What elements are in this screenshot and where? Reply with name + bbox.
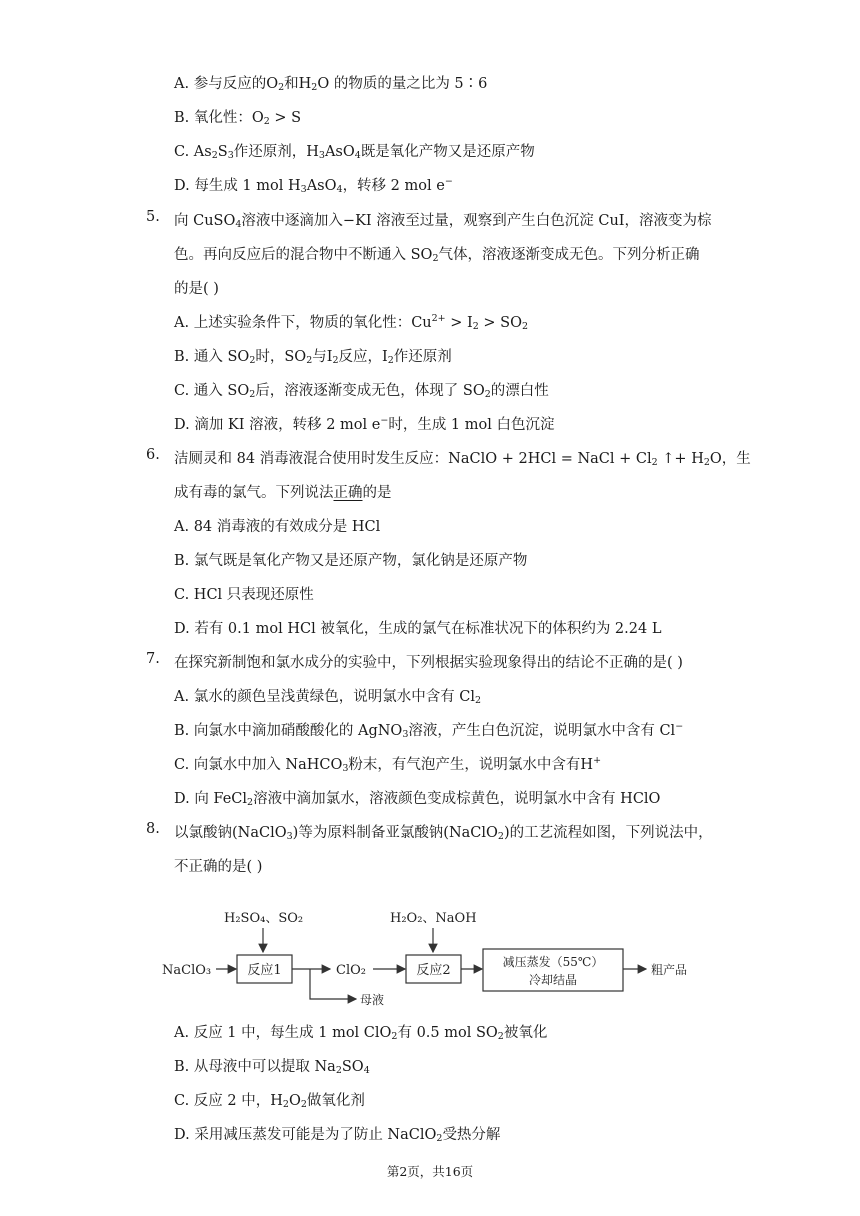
q8-option-c	[174, 1089, 365, 1110]
page-footer: 第2页，共16页	[386, 1164, 474, 1179]
text-segment: 气体，溶液逐渐变成无色。下列分析正确	[438, 247, 700, 263]
evaporation-label-2: 冷却结晶	[528, 973, 578, 987]
q8-stem-line2: 不正确的是( )	[174, 859, 263, 875]
text-segment: AsO	[324, 144, 355, 160]
text-segment: D. 采用减压蒸发可能是为了防止 NaClO	[174, 1127, 437, 1143]
subscript: 3	[286, 831, 293, 842]
text-segment: )的工艺流程如图，下列说法中，	[503, 825, 713, 841]
subscript: 2	[335, 1065, 342, 1076]
reagent1-label: H₂SO₄、SO₂	[224, 911, 304, 926]
q5-option-c	[174, 379, 549, 400]
subscript: 2	[332, 355, 339, 366]
text-segment: 溶液中滴加氯水，溶液颜色变成棕黄色，说明氯水中含有 HClO	[253, 791, 661, 807]
q6-stem-line2	[174, 481, 392, 502]
q8-option-b	[174, 1055, 370, 1076]
text-segment: 反应，I	[338, 349, 388, 365]
text-segment: 色。再向反应后的混合物中不断通入 SO	[174, 247, 433, 263]
subscript: 2	[263, 116, 270, 127]
q4-option-b	[174, 106, 301, 127]
text-segment: > S	[269, 110, 302, 126]
text-segment: ，转移 2 mol e	[342, 178, 445, 194]
superscript: −	[444, 176, 453, 187]
text-segment: 洁厕灵和 84 消毒液混合使用时发生反应：NaClO + 2HCl = NaCl + Cl	[174, 451, 652, 467]
q5-option-a	[174, 311, 528, 332]
subscript: 3	[227, 150, 234, 161]
subscript: 2	[249, 389, 256, 400]
mother-liquor-label: 母液	[360, 993, 385, 1007]
clo2-label: ClO₂	[336, 963, 366, 978]
subscript: 4	[235, 219, 242, 230]
q6-stem-end: 的是	[362, 485, 392, 501]
text-segment: 以氯酸钠(NaClO	[174, 825, 287, 841]
q7-stem: 在探究新制饱和氯水成分的实验中，下列根据实验现象得出的结论不正确的是( )	[174, 655, 683, 671]
text-segment: A. 反应 1 中，每生成 1 mol ClO	[174, 1025, 392, 1041]
q8-option-d	[174, 1123, 500, 1144]
text-segment: 时，SO	[255, 349, 307, 365]
text-segment: B. 氧化性：O	[174, 110, 264, 126]
text-segment: C. As	[174, 144, 212, 160]
subscript: 2	[484, 389, 491, 400]
q6-option-b: B. 氯气既是氧化产物又是还原产物，氯化钠是还原产物	[174, 553, 528, 569]
subscript: 2	[249, 355, 256, 366]
q6-option-c: C. HCl 只表现还原性	[174, 587, 314, 603]
subscript: 2	[311, 82, 318, 93]
text-segment: 作还原剂，H	[233, 144, 319, 160]
text-segment: 溶液，产生白色沉淀，说明氯水中含有 Cl	[408, 723, 676, 739]
subscript: 3	[402, 729, 409, 740]
text-segment: B. 从母液中可以提取 Na	[174, 1059, 336, 1075]
evaporation-label-1: 减压蒸发（55℃）	[502, 955, 604, 969]
text-segment: O 的物质的量之比为 5∶6	[317, 76, 488, 92]
q8-option-a	[174, 1021, 547, 1042]
subscript: 4	[363, 1065, 370, 1076]
text-segment: 的漂白性	[490, 383, 549, 399]
text-segment: 时，生成 1 mol 白色沉淀	[388, 417, 555, 433]
text-segment: B. 通入 SO	[174, 349, 250, 365]
text-segment: 后，溶液逐渐变成无色，体现了 SO	[255, 383, 485, 399]
text-segment: D. 每生成 1 mol H	[174, 178, 301, 194]
text-segment: B. 向氯水中滴加硝酸酸化的 AgNO	[174, 723, 403, 739]
q5-stem-line3: 的是( )	[174, 281, 219, 297]
q7-option-b	[174, 719, 683, 740]
reagent2-label: H₂O₂、NaOH	[390, 911, 477, 926]
superscript: −	[675, 721, 684, 732]
text-segment: 与I	[312, 349, 333, 365]
subscript: 2	[387, 355, 394, 366]
subscript: 4	[354, 150, 361, 161]
subscript: 2	[497, 1031, 504, 1042]
subscript: 2	[497, 831, 504, 842]
subscript: 2	[436, 1133, 443, 1144]
q6-stem-line1	[174, 447, 751, 468]
q6-option-a: A. 84 消毒液的有效成分是 HCl	[174, 519, 381, 535]
q8-stem-line1	[174, 821, 713, 842]
subscript: 2	[472, 321, 479, 332]
q6-stem-text: 成有毒的氯气。下列说法	[174, 485, 334, 501]
text-segment: A. 上述实验条件下，物质的氧化性：Cu	[174, 315, 432, 331]
q5-stem-line2	[174, 243, 699, 264]
text-segment: S	[217, 144, 228, 160]
q5-option-b	[174, 345, 452, 366]
reaction2-label: 反应2	[416, 963, 451, 978]
subscript: 2	[306, 355, 313, 366]
text-segment: D. 向 FeCl	[174, 791, 248, 807]
text-segment: 有 0.5 mol SO	[397, 1025, 498, 1041]
q4-option-c	[174, 140, 535, 161]
subscript: 3	[342, 763, 349, 774]
q7-option-d	[174, 787, 660, 808]
text-segment: C. 通入 SO	[174, 383, 250, 399]
text-segment: 做氧化剂	[306, 1093, 365, 1109]
start-label: NaClO₃	[162, 963, 212, 978]
q5-stem-line1	[174, 209, 712, 230]
text-segment: SO	[341, 1059, 364, 1075]
subscript: 2	[211, 150, 218, 161]
text-segment: O，生	[709, 451, 751, 467]
subscript: 2	[247, 797, 254, 808]
text-segment: ↑+ H	[657, 451, 704, 467]
text-segment: 被氧化	[503, 1025, 548, 1041]
subscript: 3	[318, 150, 325, 161]
text-segment: 和H	[284, 76, 312, 92]
q5-number: 5.	[146, 209, 160, 225]
superscript: 2+	[431, 313, 446, 324]
subscript: 3	[300, 184, 307, 195]
text-segment: > I	[445, 315, 473, 331]
text-segment: 作还原剂	[393, 349, 452, 365]
subscript: 2	[651, 457, 658, 468]
superscript: +	[593, 755, 602, 766]
q5-option-d	[174, 413, 555, 434]
text-segment: C. 向氯水中加入 NaHCO	[174, 757, 343, 773]
subscript: 2	[278, 82, 285, 93]
q7-number: 7.	[146, 651, 160, 667]
q6-stem-emphasis: 正确	[333, 485, 363, 501]
superscript: −	[380, 415, 389, 426]
subscript: 2	[703, 457, 710, 468]
text-segment: > SO	[478, 315, 522, 331]
subscript: 2	[282, 1099, 289, 1110]
text-segment: 粉末，有气泡产生，说明氯水中含有H	[348, 757, 594, 773]
text-segment: 溶液中逐滴加入−KI 溶液至过量，观察到产生白色沉淀 CuI，溶液变为棕	[241, 213, 712, 229]
text-segment: AsO	[306, 178, 337, 194]
subscript: 2	[300, 1099, 307, 1110]
text-segment: O	[288, 1093, 301, 1109]
text-segment: 向 CuSO	[174, 213, 236, 229]
reaction1-label: 反应1	[247, 963, 282, 978]
text-segment: )等为原料制备亚氯酸钠(NaClO	[292, 825, 498, 841]
subscript: 2	[522, 321, 529, 332]
q8-number: 8.	[146, 821, 160, 837]
q4-option-d	[174, 174, 453, 195]
q7-option-c	[174, 753, 601, 774]
q4-option-a	[174, 72, 487, 93]
q6-option-d: D. 若有 0.1 mol HCl 被氧化，生成的氯气在标准状况下的体积约为 2.24 L	[174, 621, 662, 637]
text-segment: A. 氯水的颜色呈浅黄绿色，说明氯水中含有 Cl	[174, 689, 476, 705]
subscript: 2	[432, 253, 439, 264]
text-segment: A. 参与反应的O	[174, 76, 279, 92]
q6-number: 6.	[146, 447, 160, 463]
text-segment: 既是氧化产物又是还原产物	[360, 144, 535, 160]
text-segment: C. 反应 2 中，H	[174, 1093, 283, 1109]
subscript: 2	[475, 695, 482, 706]
text-segment: 受热分解	[442, 1127, 501, 1143]
subscript: 4	[336, 184, 343, 195]
subscript: 2	[391, 1031, 398, 1042]
q7-option-a	[174, 685, 481, 706]
text-segment: D. 滴加 KI 溶液，转移 2 mol e	[174, 417, 381, 433]
process-flow-diagram	[160, 900, 720, 1015]
product-label: 粗产品	[651, 963, 688, 977]
